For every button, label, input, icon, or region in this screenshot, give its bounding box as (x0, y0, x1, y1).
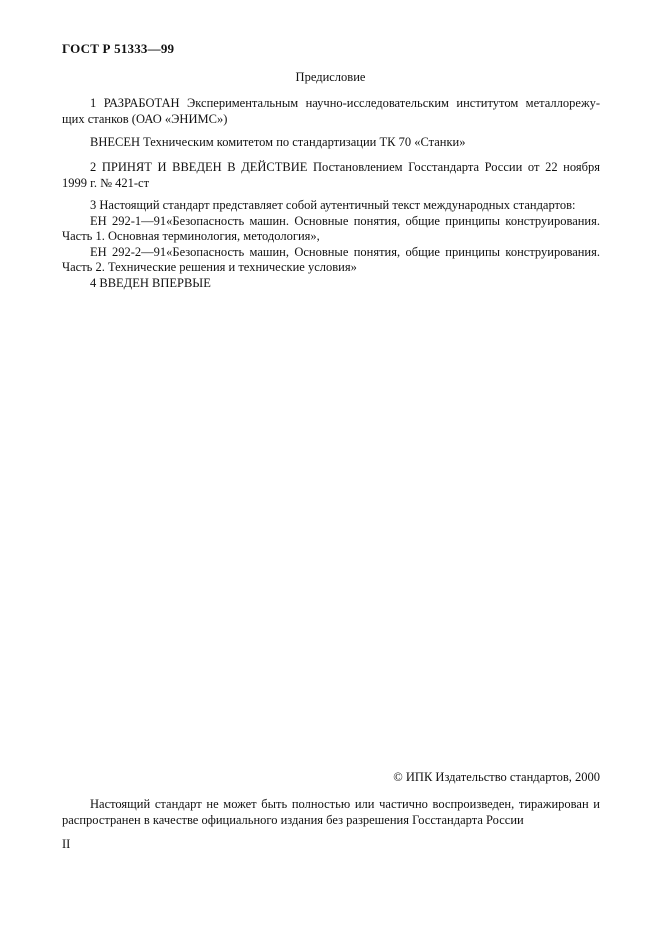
item-4-first-introduced (62, 276, 600, 292)
item-2-line-2: 1999 г. № 421-ст (62, 175, 150, 190)
item-3-line-4: ЕН 292-2—91«Безопасность машин, Основные понятия, общие принципы конструирования. (90, 244, 600, 259)
reproduction-notice (62, 797, 600, 828)
item-1-introduced-line: ВНЕСЕН Техническим комитетом по стандартизации ТК 70 «Станки» (90, 135, 466, 149)
item-3-line-1: 3 Настоящий стандарт представляет собой аутентичный текст международных стандартов: (90, 198, 576, 212)
reproduction-notice-line-1: Настоящий стандарт не может быть полностью или частично воспроизведен, тиражирован и (90, 797, 600, 811)
item-3-line-5: Часть 2. Технические решения и технические условия» (62, 260, 357, 274)
item-1-line-2: щих станков (ОАО «ЭНИМС») (62, 111, 228, 126)
item-3-line-2: ЕН 292-1—91«Безопасность машин. Основные понятия, общие принципы конструирования. (90, 213, 600, 228)
item-1-introduced (62, 135, 600, 151)
page-number: II (62, 837, 71, 851)
item-1-line-1: 1 РАЗРАБОТАН Экспериментальным научно-исследовательским институтом металлорежу- (90, 96, 600, 110)
item-2-line-1: 2 ПРИНЯТ И ВВЕДЕН В ДЕЙСТВИЕ Постановлением Госстандарта России от 22 ноября (90, 160, 600, 174)
item-3-line-3: Часть 1. Основная терминология, методология», (62, 229, 320, 243)
item-2-adopted (62, 160, 600, 191)
page-title: Предисловие (295, 70, 366, 84)
item-1-developed (62, 96, 600, 127)
item-4-line: 4 ВВЕДЕН ВПЕРВЫЕ (90, 276, 211, 290)
copyright-notice: © ИПК Издательство стандартов, 2000 (393, 770, 600, 784)
document-code-header: ГОСТ Р 51333—99 (62, 41, 175, 56)
reproduction-notice-line-2: распространен в качестве официального издания без разрешения Госстандарта России (62, 812, 524, 827)
item-3-authentic-text (62, 198, 600, 276)
